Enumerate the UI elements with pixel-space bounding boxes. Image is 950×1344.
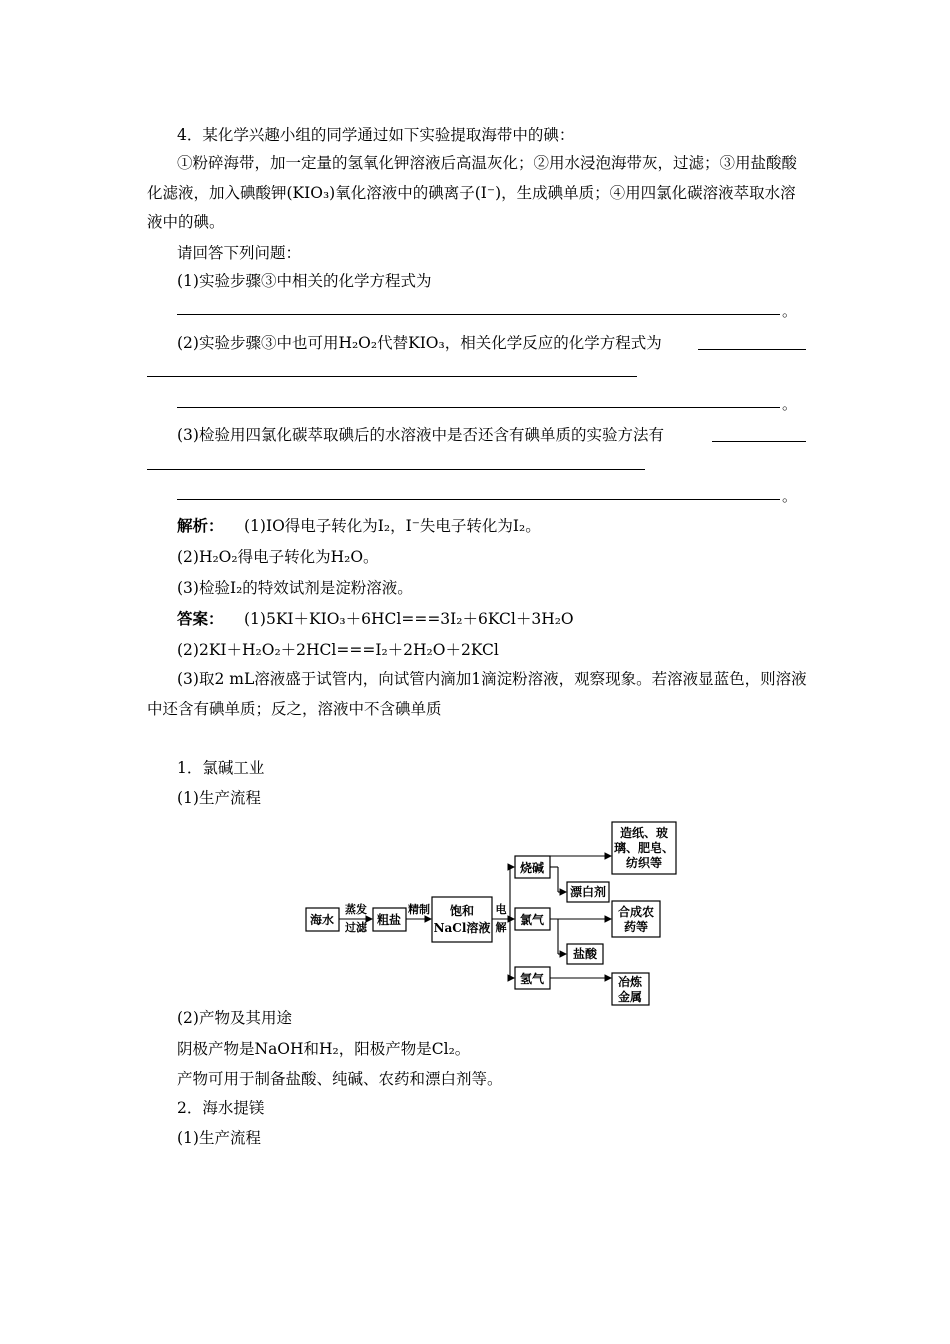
- blank-period: 。: [782, 395, 798, 413]
- analysis-line: (3)检验I₂的特效试剂是淀粉溶液。: [177, 579, 413, 597]
- answer-label: 答案：: [177, 609, 224, 628]
- answer-line: (2)2KI＋H₂O₂＋2HCl===I₂＋2H₂O＋2KCl: [177, 641, 499, 659]
- answer-blank-1: [177, 314, 780, 315]
- label-hydrogen: 氢气: [519, 972, 545, 986]
- answer-blank-2a: [698, 349, 806, 350]
- label-hcl: 盐酸: [572, 947, 598, 961]
- answer-line: (1)5KI＋KIO₃＋6HCl===3I₂＋6KCl＋3H₂O: [244, 610, 574, 628]
- label-saturated: 饱和: [449, 904, 475, 918]
- section-subheading: (2)产物及其用途: [177, 1009, 292, 1027]
- sub-question-2: (2)实验步骤③中也可用H₂O₂代替KIO₃，相关化学反应的化学方程式为: [177, 334, 662, 352]
- label-crude-salt: 粗盐: [376, 913, 402, 927]
- analysis-line: (2)H₂O₂得电子转化为H₂O。: [177, 548, 379, 566]
- label-electro: 电: [495, 903, 507, 916]
- question-stem: 4．某化学兴趣小组的同学通过如下实验提取海带中的碘：: [177, 126, 575, 144]
- label-pesticide-1: 合成农: [617, 905, 655, 919]
- label-metal-2: 金属: [617, 990, 643, 1004]
- label-seawater: 海水: [309, 913, 335, 927]
- label-evaporate: 蒸发: [345, 903, 367, 916]
- body-line: 阴极产物是NaOH和H₂，阳极产物是Cl₂。: [177, 1040, 471, 1058]
- section-subheading: (1)生产流程: [177, 1129, 261, 1147]
- answer-blank-3a: [712, 441, 806, 442]
- label-uses-3: 纺织等: [625, 856, 663, 870]
- answer-blank-2b: [147, 376, 637, 377]
- question-prompt: 请回答下列问题：: [177, 244, 302, 262]
- label-metal-1: 冶炼: [617, 975, 643, 989]
- sub-question-1: (1)实验步骤③中相关的化学方程式为: [177, 272, 432, 290]
- label-naoh: 烧碱: [519, 861, 545, 875]
- body-line: 产物可用于制备盐酸、纯碱、农药和漂白剂等。: [177, 1070, 503, 1088]
- label-filter: 过滤: [345, 921, 367, 934]
- section-title: 1．氯碱工业: [177, 759, 265, 777]
- analysis-label: 解析：: [177, 516, 224, 535]
- chlor-alkali-flow-diagram: [300, 818, 690, 1008]
- label-pesticide-2: 药等: [623, 920, 649, 934]
- blank-period: 。: [782, 487, 798, 505]
- label-lysis: 解: [495, 921, 507, 934]
- question-steps: ①粉碎海带，加一定量的氢氧化钾溶液后高温灰化；②用水浸泡海带灰，过滤；③用盐酸酸化滤液，加入碘酸钾(KIO₃)氧化溶液中的碘离子(I⁻)，生成碘单质；④用四氯化碳溶液萃取水溶液中的碘。: [147, 154, 798, 231]
- label-chlorine: 氯气: [519, 913, 545, 927]
- section-title: 2．海水提镁: [177, 1099, 265, 1117]
- blank-period: 。: [782, 302, 798, 320]
- answer-blank-3c: [177, 499, 780, 500]
- label-nacl-solution: NaCl溶液: [433, 921, 491, 935]
- answer-blank-2c: [177, 407, 780, 408]
- label-refine: 精制: [408, 903, 430, 916]
- label-bleach: 漂白剂: [569, 885, 607, 899]
- answer-blank-3b: [147, 469, 645, 470]
- analysis-line: (1)IO得电子转化为I₂，I⁻失电子转化为I₂。: [244, 517, 541, 535]
- sub-question-3: (3)检验用四氯化碳萃取碘后的水溶液中是否还含有碘单质的实验方法有: [177, 426, 664, 444]
- label-uses-1: 造纸、玻: [619, 826, 669, 840]
- section-subheading: (1)生产流程: [177, 789, 261, 807]
- label-uses-2: 璃、肥皂、: [613, 841, 675, 855]
- answer-line: (3)取2 mL溶液盛于试管内，向试管内滴加1滴淀粉溶液，观察现象。若溶液显蓝色，则溶液中还含有碘单质；反之，溶液中不含碘单质: [147, 670, 807, 718]
